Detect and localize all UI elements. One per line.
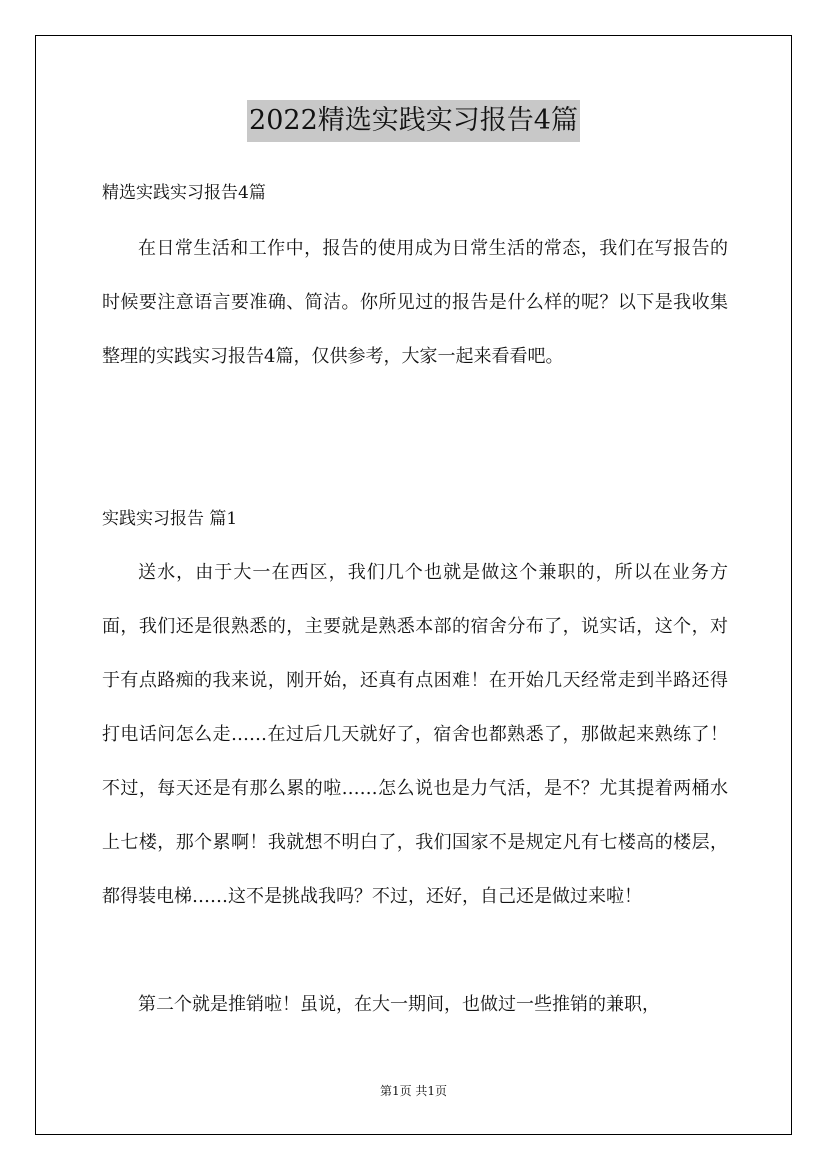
page-footer: 第1页 共1页 <box>379 1084 448 1098</box>
intro-paragraph: 在日常生活和工作中，报告的使用成为日常生活的常态，我们在写报告的时候要注意语言要准确、简洁。你所见过的报告是什么样的呢？以下是我收集整理的实践实习报告4篇，仅供参考，大家一起来看看吧。 <box>102 238 728 367</box>
document-title <box>0 100 827 142</box>
document-title-text: 2022精选实践实习报告4篇 <box>247 100 580 142</box>
section-heading: 实践实习报告 篇1 <box>102 509 238 529</box>
document-subtitle: 精选实践实习报告4篇 <box>102 183 266 203</box>
section-paragraph: 第二个就是推销啦！虽说，在大一期间，也做过一些推销的兼职， <box>138 994 660 1015</box>
section-paragraph: 送水，由于大一在西区，我们几个也就是做这个兼职的，所以在业务方面，我们还是很熟悉的，主要就是熟悉本部的宿舍分布了，说实话，这个，对于有点路痴的我来说，刚开始，还真有点困难！在开始几天经常走到半路还得打电话问怎么走……在过后几天就好了，宿舍也都熟悉了，那做起来熟练了！不过，每天还是有那么累的啦……怎么说也是力气活，是不？尤其提着两桶水上七楼，那个累啊！我就想不明白了，我们国家不是规定凡有七楼高的楼层，都得装电梯……这不是挑战我吗？不过，还好，自己还是做过来啦！ <box>102 562 728 907</box>
